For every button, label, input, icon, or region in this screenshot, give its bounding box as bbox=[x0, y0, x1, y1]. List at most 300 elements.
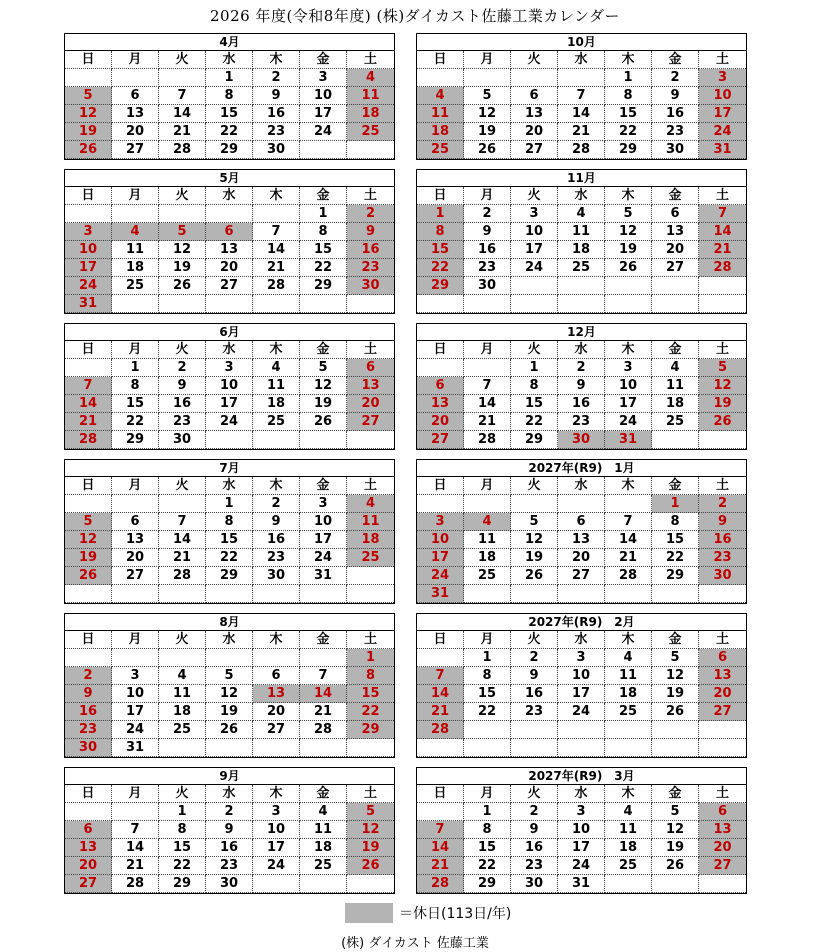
day-cell: 14 bbox=[253, 241, 300, 259]
day-cell: 18 bbox=[253, 395, 300, 413]
empty-cell bbox=[300, 875, 347, 893]
day-cell: 3 bbox=[112, 667, 159, 685]
day-cell: 23 bbox=[347, 259, 394, 277]
empty-cell bbox=[652, 431, 699, 449]
empty-cell bbox=[652, 875, 699, 893]
day-cell: 16 bbox=[65, 703, 112, 721]
month-grid bbox=[65, 785, 394, 893]
day-cell: 10 bbox=[558, 667, 605, 685]
empty-cell bbox=[511, 721, 558, 739]
weekday-header: 月 bbox=[464, 187, 511, 205]
day-cell: 9 bbox=[464, 223, 511, 241]
day-cell: 13 bbox=[112, 105, 159, 123]
weekday-header: 金 bbox=[652, 631, 699, 649]
day-cell: 20 bbox=[112, 123, 159, 141]
month-grid bbox=[417, 477, 746, 603]
weekday-header: 水 bbox=[558, 477, 605, 495]
month-header: 2027年(R9) 3月 bbox=[417, 768, 746, 785]
day-cell: 25 bbox=[159, 721, 206, 739]
weekday-header: 水 bbox=[206, 785, 253, 803]
day-cell: 22 bbox=[112, 413, 159, 431]
day-cell: 27 bbox=[699, 703, 746, 721]
empty-cell bbox=[511, 739, 558, 757]
weekday-header: 日 bbox=[65, 477, 112, 495]
weekday-header: 金 bbox=[300, 477, 347, 495]
day-cell: 10 bbox=[511, 223, 558, 241]
day-cell: 10 bbox=[699, 87, 746, 105]
empty-cell bbox=[558, 585, 605, 603]
day-cell: 15 bbox=[652, 531, 699, 549]
empty-cell bbox=[558, 739, 605, 757]
weekday-header: 土 bbox=[347, 631, 394, 649]
day-cell: 19 bbox=[206, 703, 253, 721]
weekday-header: 水 bbox=[206, 341, 253, 359]
day-cell: 12 bbox=[65, 105, 112, 123]
day-cell: 11 bbox=[558, 223, 605, 241]
day-cell: 23 bbox=[206, 857, 253, 875]
empty-cell bbox=[253, 205, 300, 223]
day-cell: 8 bbox=[511, 377, 558, 395]
day-cell: 26 bbox=[699, 413, 746, 431]
weekday-header: 月 bbox=[112, 51, 159, 69]
weekday-header: 火 bbox=[511, 51, 558, 69]
weekday-header: 木 bbox=[605, 187, 652, 205]
day-cell: 18 bbox=[159, 703, 206, 721]
day-cell: 6 bbox=[699, 803, 746, 821]
day-cell: 1 bbox=[464, 803, 511, 821]
day-cell: 25 bbox=[558, 259, 605, 277]
day-cell: 2 bbox=[699, 495, 746, 513]
day-cell: 12 bbox=[206, 685, 253, 703]
month-block bbox=[64, 459, 395, 604]
day-cell: 19 bbox=[65, 549, 112, 567]
day-cell: 22 bbox=[206, 549, 253, 567]
day-cell: 2 bbox=[511, 803, 558, 821]
day-cell: 10 bbox=[605, 377, 652, 395]
weekday-header: 土 bbox=[699, 631, 746, 649]
day-cell: 10 bbox=[253, 821, 300, 839]
empty-cell bbox=[159, 295, 206, 313]
day-cell: 24 bbox=[511, 259, 558, 277]
day-cell: 31 bbox=[417, 585, 464, 603]
day-cell: 24 bbox=[417, 567, 464, 585]
weekday-header: 日 bbox=[65, 341, 112, 359]
day-cell: 12 bbox=[652, 667, 699, 685]
day-cell: 12 bbox=[605, 223, 652, 241]
day-cell: 26 bbox=[511, 567, 558, 585]
empty-cell bbox=[159, 585, 206, 603]
day-cell: 3 bbox=[558, 803, 605, 821]
day-cell: 10 bbox=[558, 821, 605, 839]
day-cell: 5 bbox=[65, 513, 112, 531]
day-cell: 17 bbox=[558, 839, 605, 857]
empty-cell bbox=[511, 585, 558, 603]
weekday-header: 月 bbox=[112, 477, 159, 495]
empty-cell bbox=[253, 431, 300, 449]
day-cell: 21 bbox=[417, 857, 464, 875]
weekday-header: 火 bbox=[159, 785, 206, 803]
day-cell: 4 bbox=[417, 87, 464, 105]
weekday-header: 土 bbox=[347, 187, 394, 205]
day-cell: 13 bbox=[253, 685, 300, 703]
empty-cell bbox=[347, 295, 394, 313]
day-cell: 15 bbox=[159, 839, 206, 857]
day-cell: 20 bbox=[253, 703, 300, 721]
empty-cell bbox=[206, 205, 253, 223]
day-cell: 25 bbox=[112, 277, 159, 295]
day-cell: 27 bbox=[253, 721, 300, 739]
empty-cell bbox=[605, 721, 652, 739]
month-header: 7月 bbox=[65, 460, 394, 477]
day-cell: 14 bbox=[159, 531, 206, 549]
day-cell: 22 bbox=[464, 703, 511, 721]
day-cell: 9 bbox=[253, 87, 300, 105]
day-cell: 21 bbox=[558, 123, 605, 141]
day-cell: 20 bbox=[417, 413, 464, 431]
day-cell: 13 bbox=[652, 223, 699, 241]
weekday-header: 火 bbox=[511, 341, 558, 359]
day-cell: 25 bbox=[347, 123, 394, 141]
day-cell: 10 bbox=[112, 685, 159, 703]
day-cell: 1 bbox=[511, 359, 558, 377]
day-cell: 31 bbox=[605, 431, 652, 449]
empty-cell bbox=[605, 295, 652, 313]
day-cell: 29 bbox=[300, 277, 347, 295]
day-cell: 7 bbox=[464, 377, 511, 395]
day-cell: 20 bbox=[699, 839, 746, 857]
day-cell: 13 bbox=[206, 241, 253, 259]
month-header: 8月 bbox=[65, 614, 394, 631]
day-cell: 11 bbox=[605, 667, 652, 685]
day-cell: 9 bbox=[65, 685, 112, 703]
day-cell: 16 bbox=[253, 105, 300, 123]
month-block bbox=[64, 169, 395, 314]
day-cell: 21 bbox=[112, 857, 159, 875]
weekday-header: 火 bbox=[511, 477, 558, 495]
day-cell: 9 bbox=[253, 513, 300, 531]
day-cell: 28 bbox=[417, 875, 464, 893]
day-cell: 23 bbox=[253, 123, 300, 141]
day-cell: 28 bbox=[253, 277, 300, 295]
day-cell: 28 bbox=[159, 567, 206, 585]
day-cell: 27 bbox=[112, 141, 159, 159]
weekday-header: 水 bbox=[206, 477, 253, 495]
empty-cell bbox=[65, 359, 112, 377]
day-cell: 3 bbox=[253, 803, 300, 821]
day-cell: 23 bbox=[652, 123, 699, 141]
day-cell: 19 bbox=[605, 241, 652, 259]
day-cell: 18 bbox=[605, 839, 652, 857]
empty-cell bbox=[652, 277, 699, 295]
day-cell: 7 bbox=[65, 377, 112, 395]
day-cell: 16 bbox=[558, 395, 605, 413]
day-cell: 28 bbox=[464, 431, 511, 449]
day-cell: 21 bbox=[464, 413, 511, 431]
empty-cell bbox=[206, 585, 253, 603]
day-cell: 9 bbox=[511, 667, 558, 685]
day-cell: 14 bbox=[300, 685, 347, 703]
empty-cell bbox=[159, 739, 206, 757]
month-block bbox=[416, 169, 747, 314]
day-cell: 6 bbox=[511, 87, 558, 105]
day-cell: 13 bbox=[699, 667, 746, 685]
empty-cell bbox=[112, 585, 159, 603]
weekday-header: 火 bbox=[159, 341, 206, 359]
day-cell: 29 bbox=[347, 721, 394, 739]
day-cell: 11 bbox=[417, 105, 464, 123]
day-cell: 30 bbox=[558, 431, 605, 449]
day-cell: 14 bbox=[558, 105, 605, 123]
weekday-header: 金 bbox=[652, 477, 699, 495]
day-cell: 1 bbox=[652, 495, 699, 513]
day-cell: 22 bbox=[605, 123, 652, 141]
day-cell: 20 bbox=[558, 549, 605, 567]
day-cell: 21 bbox=[159, 549, 206, 567]
day-cell: 27 bbox=[112, 567, 159, 585]
day-cell: 1 bbox=[300, 205, 347, 223]
empty-cell bbox=[159, 495, 206, 513]
day-cell: 25 bbox=[300, 857, 347, 875]
day-cell: 19 bbox=[65, 123, 112, 141]
day-cell: 17 bbox=[253, 839, 300, 857]
weekday-header: 日 bbox=[65, 51, 112, 69]
day-cell: 17 bbox=[558, 685, 605, 703]
day-cell: 17 bbox=[112, 703, 159, 721]
day-cell: 13 bbox=[347, 377, 394, 395]
day-cell: 31 bbox=[65, 295, 112, 313]
weekday-header: 木 bbox=[253, 51, 300, 69]
day-cell: 15 bbox=[605, 105, 652, 123]
day-cell: 19 bbox=[652, 839, 699, 857]
empty-cell bbox=[253, 585, 300, 603]
day-cell: 5 bbox=[699, 359, 746, 377]
empty-cell bbox=[112, 803, 159, 821]
day-cell: 8 bbox=[464, 821, 511, 839]
empty-cell bbox=[464, 585, 511, 603]
day-cell: 4 bbox=[558, 205, 605, 223]
day-cell: 29 bbox=[464, 875, 511, 893]
empty-cell bbox=[558, 495, 605, 513]
day-cell: 4 bbox=[605, 649, 652, 667]
day-cell: 1 bbox=[605, 69, 652, 87]
empty-cell bbox=[464, 69, 511, 87]
footer-company: (株) ダイカスト 佐藤工業 bbox=[341, 936, 489, 951]
day-cell: 18 bbox=[605, 685, 652, 703]
day-cell: 26 bbox=[652, 703, 699, 721]
day-cell: 17 bbox=[300, 105, 347, 123]
day-cell: 16 bbox=[652, 105, 699, 123]
day-cell: 29 bbox=[652, 567, 699, 585]
day-cell: 21 bbox=[605, 549, 652, 567]
day-cell: 24 bbox=[65, 277, 112, 295]
empty-cell bbox=[253, 649, 300, 667]
weekday-header: 木 bbox=[253, 341, 300, 359]
empty-cell bbox=[652, 295, 699, 313]
weekday-header: 木 bbox=[253, 187, 300, 205]
day-cell: 26 bbox=[652, 857, 699, 875]
weekday-header: 土 bbox=[699, 341, 746, 359]
day-cell: 9 bbox=[652, 87, 699, 105]
day-cell: 20 bbox=[347, 395, 394, 413]
day-cell: 6 bbox=[558, 513, 605, 531]
empty-cell bbox=[65, 205, 112, 223]
month-grid bbox=[417, 631, 746, 757]
day-cell: 23 bbox=[699, 549, 746, 567]
day-cell: 26 bbox=[347, 857, 394, 875]
empty-cell bbox=[464, 359, 511, 377]
empty-cell bbox=[511, 495, 558, 513]
weekday-header: 日 bbox=[65, 631, 112, 649]
day-cell: 7 bbox=[300, 667, 347, 685]
day-cell: 16 bbox=[511, 685, 558, 703]
day-cell: 13 bbox=[417, 395, 464, 413]
empty-cell bbox=[699, 739, 746, 757]
day-cell: 12 bbox=[65, 531, 112, 549]
weekday-header: 金 bbox=[300, 51, 347, 69]
day-cell: 9 bbox=[159, 377, 206, 395]
month-block bbox=[416, 767, 747, 894]
day-cell: 11 bbox=[347, 513, 394, 531]
day-cell: 3 bbox=[699, 69, 746, 87]
day-cell: 4 bbox=[300, 803, 347, 821]
day-cell: 4 bbox=[652, 359, 699, 377]
day-cell: 21 bbox=[253, 259, 300, 277]
day-cell: 24 bbox=[558, 857, 605, 875]
empty-cell bbox=[112, 295, 159, 313]
day-cell: 24 bbox=[300, 549, 347, 567]
weekday-header: 木 bbox=[605, 477, 652, 495]
day-cell: 12 bbox=[347, 821, 394, 839]
day-cell: 5 bbox=[605, 205, 652, 223]
day-cell: 16 bbox=[511, 839, 558, 857]
day-cell: 5 bbox=[159, 223, 206, 241]
month-header: 12月 bbox=[417, 324, 746, 341]
month-grid bbox=[65, 477, 394, 603]
day-cell: 2 bbox=[65, 667, 112, 685]
day-cell: 29 bbox=[112, 431, 159, 449]
day-cell: 8 bbox=[112, 377, 159, 395]
weekday-header: 日 bbox=[65, 187, 112, 205]
day-cell: 15 bbox=[300, 241, 347, 259]
month-grid bbox=[65, 631, 394, 757]
day-cell: 24 bbox=[558, 703, 605, 721]
month-grid bbox=[417, 51, 746, 159]
day-cell: 30 bbox=[464, 277, 511, 295]
day-cell: 22 bbox=[417, 259, 464, 277]
day-cell: 20 bbox=[206, 259, 253, 277]
empty-cell bbox=[605, 585, 652, 603]
day-cell: 27 bbox=[417, 431, 464, 449]
weekday-header: 火 bbox=[511, 631, 558, 649]
day-cell: 30 bbox=[699, 567, 746, 585]
empty-cell bbox=[112, 495, 159, 513]
day-cell: 16 bbox=[159, 395, 206, 413]
empty-cell bbox=[699, 721, 746, 739]
day-cell: 5 bbox=[464, 87, 511, 105]
day-cell: 24 bbox=[605, 413, 652, 431]
day-cell: 7 bbox=[699, 205, 746, 223]
weekday-header: 土 bbox=[347, 477, 394, 495]
month-header: 5月 bbox=[65, 170, 394, 187]
weekday-header: 水 bbox=[558, 187, 605, 205]
day-cell: 25 bbox=[652, 413, 699, 431]
day-cell: 17 bbox=[206, 395, 253, 413]
day-cell: 8 bbox=[652, 513, 699, 531]
day-cell: 4 bbox=[347, 495, 394, 513]
weekday-header: 月 bbox=[464, 477, 511, 495]
day-cell: 11 bbox=[347, 87, 394, 105]
weekday-header: 火 bbox=[159, 51, 206, 69]
day-cell: 11 bbox=[464, 531, 511, 549]
weekday-header: 水 bbox=[206, 51, 253, 69]
weekday-header: 金 bbox=[300, 187, 347, 205]
day-cell: 26 bbox=[206, 721, 253, 739]
empty-cell bbox=[112, 649, 159, 667]
weekday-header: 土 bbox=[699, 785, 746, 803]
day-cell: 22 bbox=[347, 703, 394, 721]
day-cell: 3 bbox=[206, 359, 253, 377]
empty-cell bbox=[558, 721, 605, 739]
day-cell: 9 bbox=[511, 821, 558, 839]
day-cell: 24 bbox=[699, 123, 746, 141]
day-cell: 17 bbox=[511, 241, 558, 259]
day-cell: 31 bbox=[300, 567, 347, 585]
day-cell: 7 bbox=[417, 667, 464, 685]
day-cell: 2 bbox=[253, 69, 300, 87]
day-cell: 20 bbox=[65, 857, 112, 875]
empty-cell bbox=[65, 585, 112, 603]
day-cell: 5 bbox=[347, 803, 394, 821]
day-cell: 26 bbox=[159, 277, 206, 295]
month-header: 10月 bbox=[417, 34, 746, 51]
day-cell: 4 bbox=[605, 803, 652, 821]
day-cell: 19 bbox=[300, 395, 347, 413]
day-cell: 16 bbox=[699, 531, 746, 549]
day-cell: 24 bbox=[206, 413, 253, 431]
day-cell: 23 bbox=[511, 703, 558, 721]
day-cell: 9 bbox=[558, 377, 605, 395]
day-cell: 6 bbox=[112, 87, 159, 105]
day-cell: 17 bbox=[300, 531, 347, 549]
empty-cell bbox=[159, 649, 206, 667]
legend bbox=[345, 903, 511, 923]
empty-cell bbox=[511, 69, 558, 87]
day-cell: 23 bbox=[159, 413, 206, 431]
day-cell: 5 bbox=[511, 513, 558, 531]
month-grid bbox=[65, 51, 394, 159]
day-cell: 8 bbox=[159, 821, 206, 839]
weekday-header: 日 bbox=[417, 341, 464, 359]
empty-cell bbox=[253, 739, 300, 757]
day-cell: 20 bbox=[652, 241, 699, 259]
day-cell: 10 bbox=[300, 87, 347, 105]
day-cell: 5 bbox=[65, 87, 112, 105]
day-cell: 9 bbox=[347, 223, 394, 241]
day-cell: 26 bbox=[65, 567, 112, 585]
weekday-header: 火 bbox=[511, 187, 558, 205]
empty-cell bbox=[417, 803, 464, 821]
day-cell: 6 bbox=[253, 667, 300, 685]
day-cell: 19 bbox=[347, 839, 394, 857]
weekday-header: 日 bbox=[417, 477, 464, 495]
day-cell: 1 bbox=[464, 649, 511, 667]
empty-cell bbox=[206, 431, 253, 449]
month-header: 6月 bbox=[65, 324, 394, 341]
day-cell: 16 bbox=[253, 531, 300, 549]
day-cell: 18 bbox=[652, 395, 699, 413]
day-cell: 2 bbox=[206, 803, 253, 821]
day-cell: 29 bbox=[206, 141, 253, 159]
